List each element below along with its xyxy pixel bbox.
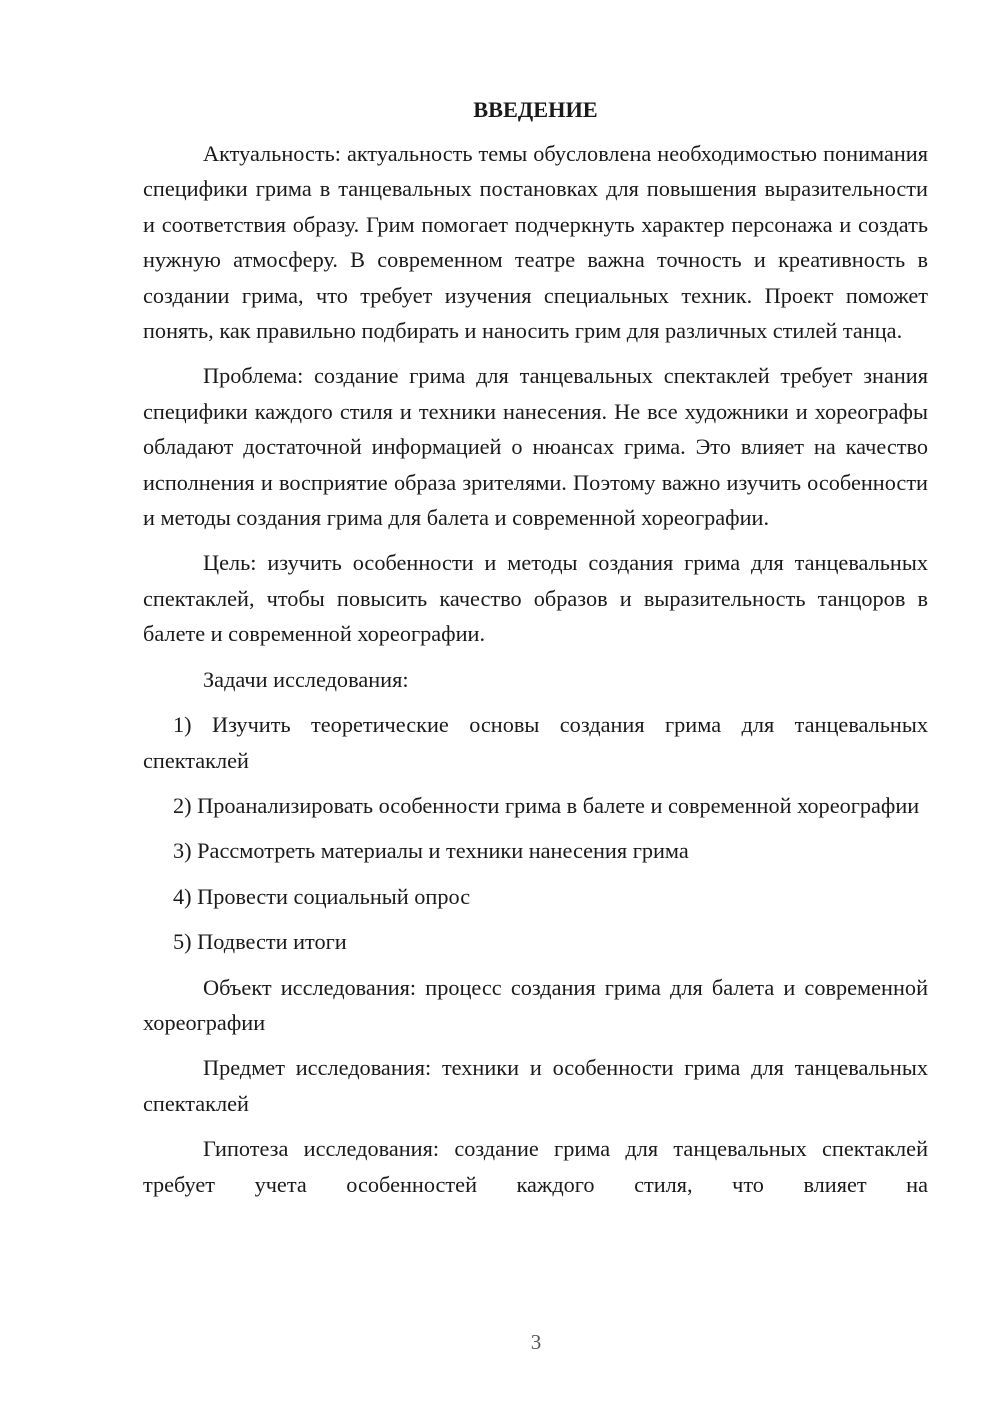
paragraph-goal: Цель: изучить особенности и методы создания грима для танцевальных спектаклей, чтобы повысить качество образов и выразительность танцоров в балете и современной хореографии. (143, 550, 928, 647)
page-number: 3 (530, 1330, 542, 1354)
paragraph-hypothesis: Гипотеза исследования: создание грима для танцевальных спектаклей требует учета особенностей каждого стиля, что влияет на (143, 1136, 928, 1197)
paragraph-subject: Предмет исследования: техники и особенности грима для танцевальных спектаклей (143, 1055, 928, 1116)
task-item-3: 3) Рассмотреть материалы и техники нанесения грима (173, 838, 689, 864)
task-item-1: 1) Изучить теоретические основы создания грима для танцевальных спектаклей (143, 712, 928, 773)
paragraph-object: Объект исследования: процесс создания грима для балета и современной хореографии (143, 974, 928, 1035)
task-item-4: 4) Провести социальный опрос (173, 883, 471, 909)
task-item-5: 5) Подвести итоги (173, 929, 347, 955)
page-title: ВВЕДЕНИЕ (473, 97, 598, 122)
task-item-2: 2) Проанализировать особенности грима в балете и современной хореографии (173, 792, 920, 818)
paragraph-problem: Проблема: создание грима для танцевальных спектаклей требует знания специфики каждого стиля и техники нанесения. Не все художники и хореографы обладают достаточной информацией о нюансах грима. Это влияет на качество исполнения и восприятие образа зрителями. Поэтому важно изучить особенности и методы создания грима для балета и современной хореографии. (143, 363, 928, 531)
paragraph-tasks-heading: Задачи исследования: (203, 666, 409, 692)
paragraph-relevance: Актуальность: актуальность темы обусловлена необходимостью понимания специфики грима в танцевальных постановках для повышения выразительности и соответствия образу. Грим помогает подчеркнуть характер персонажа и создать нужную атмосферу. В современном театре важна точность и креативность в создании грима, что требует изучения специальных техник. Проект поможет понять, как правильно подбирать и наносить грим для различных стилей танца. (143, 141, 928, 344)
document-page (143, 92, 928, 1212)
